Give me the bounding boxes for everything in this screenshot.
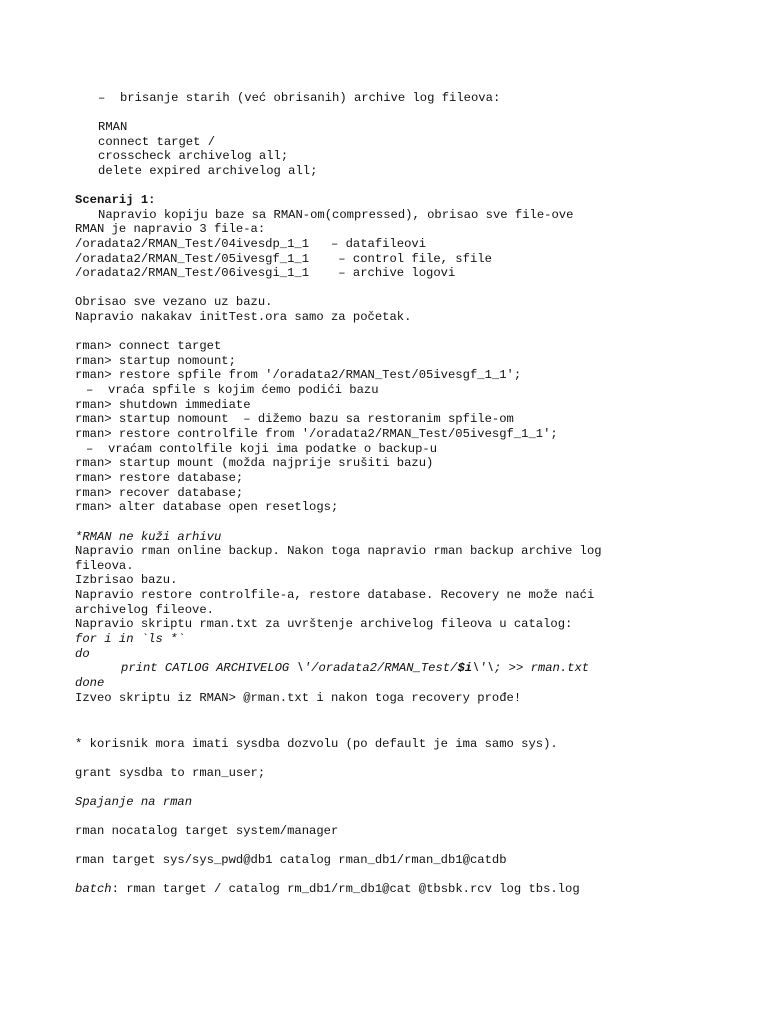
text-line: Napravio restore controlfile-a, restore database. Recovery ne može naći bbox=[75, 588, 595, 602]
code-comment: – vraća spfile s kojim ćemo podići bazu bbox=[86, 383, 379, 397]
batch-command: : rman target / catalog rm_db1/rm_db1@cat @tbsbk.rcv log tbs.log bbox=[111, 882, 580, 896]
script-line: do bbox=[75, 647, 90, 661]
code-line: RMAN bbox=[98, 120, 128, 134]
text-line: Napravio skriptu rman.txt za uvrštenje archivelog fileova u catalog: bbox=[75, 617, 573, 631]
code-line bbox=[75, 882, 580, 897]
code-line: rman> startup nomount – dižemo bazu sa restoranim spfile-om bbox=[75, 412, 514, 426]
code-line: rman> restore spfile from '/oradata2/RMAN_Test/05ivesgf_1_1'; bbox=[75, 368, 522, 382]
text-line: RMAN je napravio 3 file-a: bbox=[75, 222, 266, 236]
script-line: done bbox=[75, 676, 105, 690]
text-line: Izbrisao bazu. bbox=[75, 573, 178, 587]
code-line: rman> startup nomount; bbox=[75, 354, 236, 368]
code-line: rman> recover database; bbox=[75, 486, 244, 500]
script-text: \'\; >> rman.txt bbox=[472, 661, 590, 675]
text-line: Napravio kopiju baze sa RMAN-om(compressed), obrisao sve file-ove bbox=[98, 208, 574, 222]
script-line: for i in `ls *` bbox=[75, 632, 185, 646]
text-line: archivelog fileove. bbox=[75, 603, 214, 617]
code-line: connect target / bbox=[98, 135, 216, 149]
text-line: Izveo skriptu iz RMAN> @rman.txt i nakon toga recovery prođe! bbox=[75, 691, 522, 705]
code-line: rman> restore controlfile from '/oradata2/RMAN_Test/05ivesgf_1_1'; bbox=[75, 427, 558, 441]
code-line: rman nocatalog target system/manager bbox=[75, 824, 339, 838]
code-comment: – vraćam contolfile koji ima podatke o backup-u bbox=[86, 442, 438, 456]
subheading: Spajanje na rman bbox=[75, 795, 193, 809]
text-line: fileova. bbox=[75, 559, 134, 573]
script-variable: $i bbox=[457, 661, 473, 675]
text-line: /oradata2/RMAN_Test/06ivesgi_1_1 – archive logovi bbox=[75, 266, 456, 280]
section-heading: Scenarij 1: bbox=[75, 193, 156, 207]
batch-label: batch bbox=[75, 882, 112, 896]
text-line: /oradata2/RMAN_Test/05ivesgf_1_1 – control file, sfile bbox=[75, 252, 492, 266]
text-line: * korisnik mora imati sysdba dozvolu (po default je ima samo sys). bbox=[75, 737, 558, 751]
text-line: Napravio nakakav initTest.ora samo za početak. bbox=[75, 310, 412, 324]
code-line: rman> alter database open resetlogs; bbox=[75, 500, 339, 514]
code-line: rman> connect target bbox=[75, 339, 222, 353]
text-line: /oradata2/RMAN_Test/04ivesdp_1_1 – datafileovi bbox=[75, 237, 427, 251]
code-line: grant sysdba to rman_user; bbox=[75, 766, 266, 780]
code-line: rman> shutdown immediate bbox=[75, 398, 251, 412]
code-line: crosscheck archivelog all; bbox=[98, 149, 289, 163]
code-line: rman target sys/sys_pwd@db1 catalog rman_db1/rman_db1@catdb bbox=[75, 853, 507, 867]
bullet-line: – brisanje starih (već obrisanih) archive log fileova: bbox=[98, 91, 501, 105]
script-text: print CATLOG ARCHIVELOG \'/oradata2/RMAN_Test/ bbox=[121, 661, 458, 675]
note-heading: *RMAN ne kuži arhivu bbox=[75, 530, 222, 544]
code-line: rman> restore database; bbox=[75, 471, 244, 485]
code-line: rman> startup mount (možda najprije srušiti bazu) bbox=[75, 456, 434, 470]
text-line: Obrisao sve vezano uz bazu. bbox=[75, 295, 273, 309]
code-line: delete expired archivelog all; bbox=[98, 164, 318, 178]
text-line: Napravio rman online backup. Nakon toga napravio rman backup archive log bbox=[75, 544, 602, 558]
script-line bbox=[121, 661, 589, 676]
